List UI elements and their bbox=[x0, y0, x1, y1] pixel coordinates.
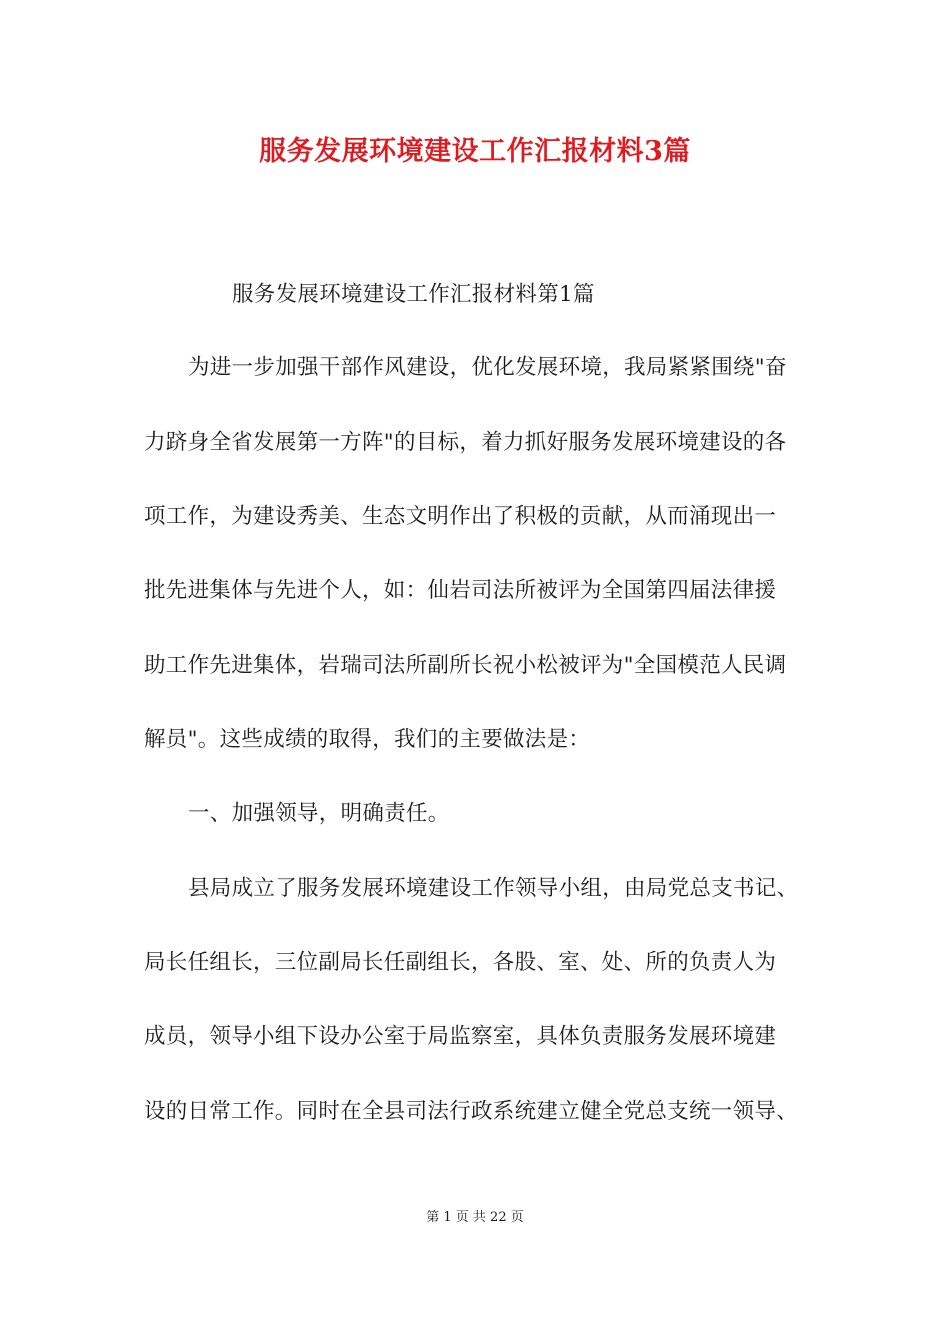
paragraph-line: 力跻身全省发展第一方阵"的目标，着力抓好服务发展环境建设的各 bbox=[144, 430, 787, 455]
paragraph-line: 设的日常工作。同时在全县司法行政系统建立健全党总支统一领导、 bbox=[144, 1099, 799, 1124]
paragraph-line: 助工作先进集体，岩瑞司法所副所长祝小松被评为"全国模范人民调 bbox=[144, 653, 787, 678]
paragraph-line: 批先进集体与先进个人，如：仙岩司法所被评为全国第四届法律援 bbox=[144, 578, 777, 603]
paragraph-line: 解员"。这些成绩的取得，我们的主要做法是： bbox=[144, 727, 591, 752]
section-heading-part1: 服务发展环境建设工作汇报材料第1篇 bbox=[232, 282, 595, 307]
section-heading-1: 一、加强领导，明确责任。 bbox=[188, 801, 450, 826]
paragraph-line: 局长任组长，三位副局长任副组长，各股、室、处、所的负责人为 bbox=[144, 950, 777, 975]
document-title: 服务发展环境建设工作汇报材料3篇 bbox=[259, 136, 691, 167]
paragraph-line: 成员，领导小组下设办公室于局监察室，具体负责服务发展环境建 bbox=[144, 1024, 777, 1049]
paragraph-line: 为进一步加强干部作风建设，优化发展环境，我局紧紧围绕"奋 bbox=[188, 355, 787, 380]
paragraph-line: 县局成立了服务发展环境建设工作领导小组，由局党总支书记、 bbox=[188, 876, 799, 901]
paragraph-line: 项工作，为建设秀美、生态文明作出了积极的贡献，从而涌现出一 bbox=[144, 504, 777, 529]
page-number-footer: 第 1 页 共 22 页 bbox=[426, 1210, 524, 1225]
